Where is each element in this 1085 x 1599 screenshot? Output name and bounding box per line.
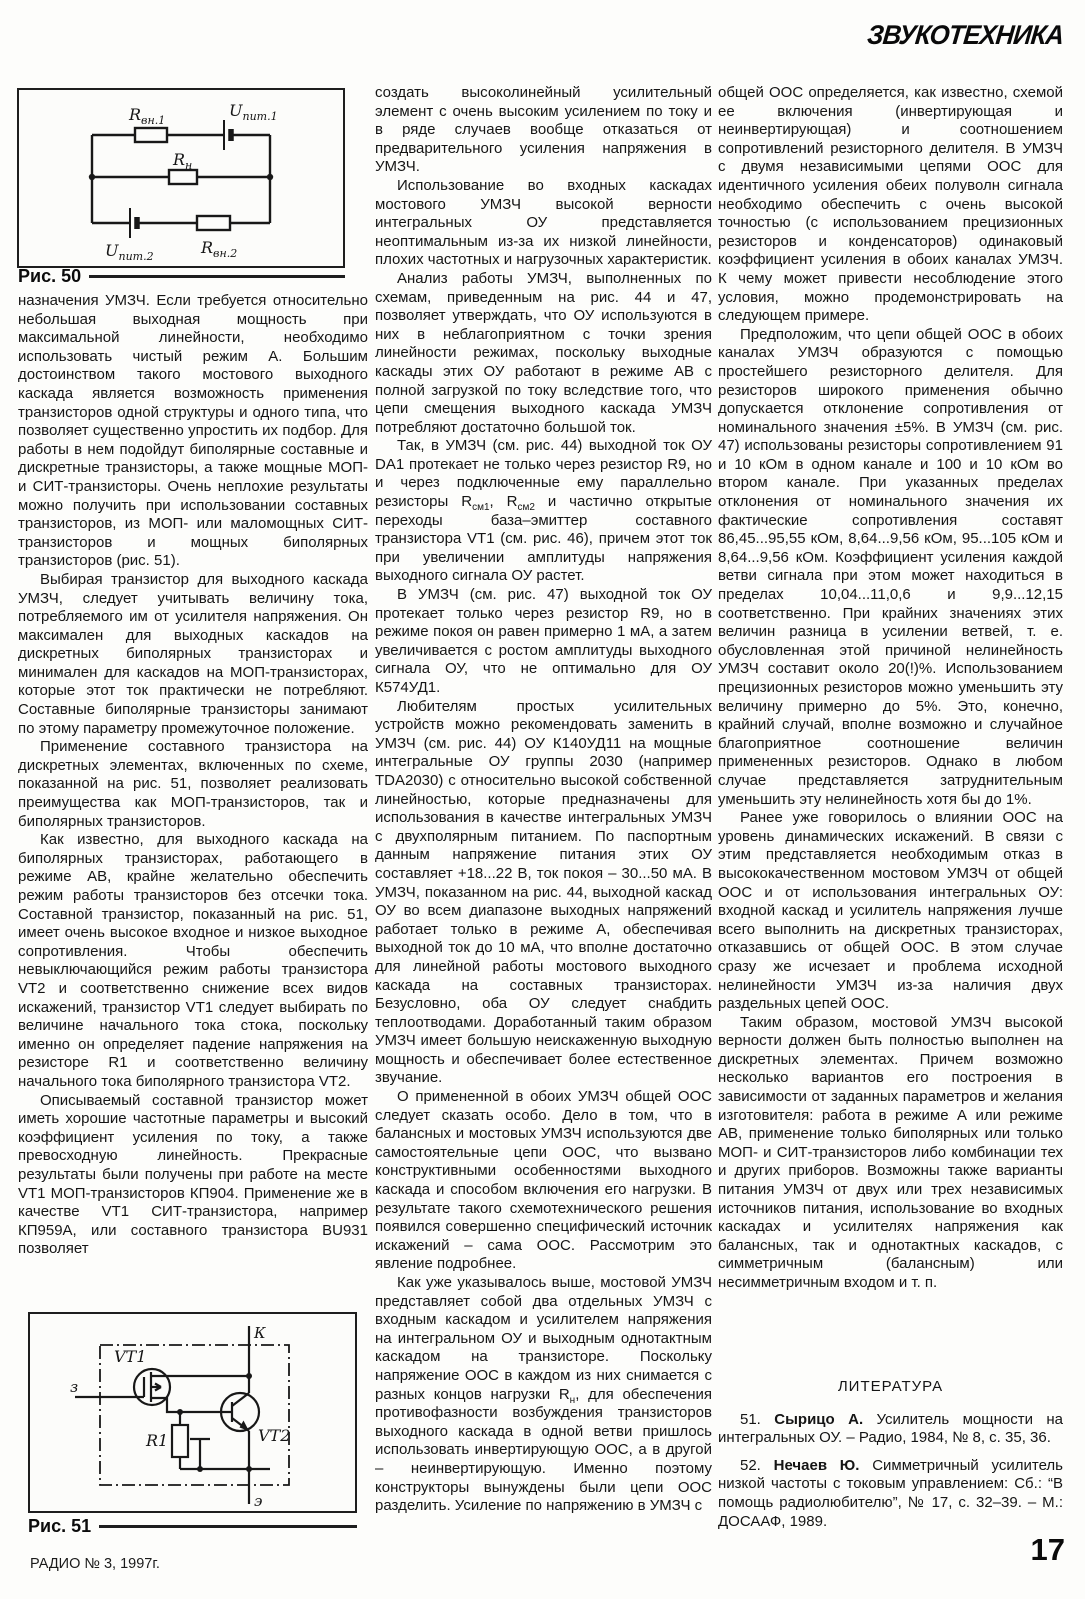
substrate-stub xyxy=(190,1439,210,1469)
paragraph: Так, в УМЗЧ (см. рис. 44) выходной ток ОУ DA1 протекает не только через резистор R9, но и через подключенные ему параллельно резисторы $R_{см1}$, $R_{см2}$ и частично открытые переходы база–эмиттер составного транзистора VT1 (см. рис. 46), причем этот ток при увеличении амплитуды напряжения выходного сигнала ОУ растет. xyxy=(375,437,713,585)
label-vt2: VT2 xyxy=(258,1426,291,1445)
literature-entry: 52. Нечаев Ю. Симметричный усилитель низкой частоты с токовым управлением: Сб.: “В помощь радиолюбителю”, № 17, с. 32–39. – М.: ДОСААФ, 1989. xyxy=(718,1456,1063,1530)
dash-dot-boundary xyxy=(100,1345,289,1485)
paragraph: Описываемый составной транзистор может иметь хорошие частотные параметры и высокий коэффициент усиления по току, а также превосходную линейность. Прекрасные результаты были получены при работе на месте VT1 МОП-транзисторов КП904. Применение же в качестве VT1 СИТ-транзистора, например КП959А, или составного транзистора BU931 позволяет xyxy=(18,1091,368,1258)
paragraph: Как уже указывалось выше, мостовой УМЗЧ представляет собой два отдельных УМЗЧ с входным каскадом и усилителем напряжения на интегральном ОУ и выходным однотактным каскадом на транзисторе. Поскольку напряжение ООС в каждом из них снимается с разных концов нагрузки $R_н$, для обеспечения противофазности возбуждения транзисторов выходного каскада в одной ветви пришлось использовать инвертирующую ООС, а в другой – неинвертирующую. Именно поэтому конструкторы вынуждены были цепи ООС разделить. Усиление по напряжению в УМЗЧ с xyxy=(375,1274,712,1515)
label-gate-terminal: з xyxy=(70,1378,79,1396)
paragraph: назначения УМЗЧ. Если требуется относительно небольшая выходная мощность при максимальной линейности, необходимо использовать чистый режим А. Большим достоинством такого мостового выходного каскада является возможность применения транзисторов одной структуры и одного типа, что позволяет существенно упростить их подбор. Для работы в нем подойдут биполярные составные и дискретные транзисторы, а также мощные МОП- и СИТ-транзисторы. Очень неплохие результаты можно получить при использовании составных транзисторов, из МОП- или маломощных СИТ-транзисторов и мощных биполярных транзисторов (рис. 51). xyxy=(18,292,368,570)
label-rn: $R_н$ xyxy=(173,150,193,172)
paragraph: создать высоколинейный усилительный элемент с очень высоким усилением по току и в ряде случаев вообще отказаться от предварительного усиления напряжения в УМЗЧ. xyxy=(375,84,712,176)
label-collector-terminal: К xyxy=(254,1324,266,1342)
label-rvn2: $R_{вн.2}$ xyxy=(201,238,238,260)
resistor-r1 xyxy=(172,1425,188,1457)
paragraph: О примененной в обоих УМЗЧ общей ООС следует сказать особо. Дело в том, что в балансных и мостовых УМЗЧ используются две самостоятельные цепи ООС, что вызвано конструктивными особенностями выходного каскада и способом включения его нагрузки. В результате такого схемотехнического решения появился совершенно специфический источник искажений – сама ООС. Рассмотрим это явление подробнее. xyxy=(375,1088,712,1273)
junction-dot xyxy=(267,174,273,180)
paragraph: Использование во входных каскадах мостового УМЗЧ высокой верности интегральных ОУ представляется неоптимальным из-за их низкой линейности, плохих частотных и нагрузочных характеристик. xyxy=(375,176,712,269)
paragraph: Выбирая транзистор для выходного каскада УМЗЧ, следует учитывать величину тока, потребляемого им от усилителя напряжения. Он максимален для выходных каскадов на дискретных биполярных транзисторах и минимален для каскадов на МОП-транзисторах, которые этот ток практически не потребляют. Составные биполярные транзисторы занимают по этому параметру промежуточное положение. xyxy=(18,570,368,737)
paragraph: Анализ работы УМЗЧ, выполненных по схемам, приведенным на рис. 44 и 47, позволяет утверждать, что ОУ используются в них в неблагоприятном с точки зрения линейности режимах, поскольку выходные каскады этих ОУ работают в режиме АВ с полной загрузкой по току вследствие того, что цепи смещения выходного каскада УМЗЧ потребляют достаточно большой ток. xyxy=(375,269,712,436)
left-column xyxy=(18,292,368,1259)
resistor-rvn2 xyxy=(197,216,230,230)
junction-dot xyxy=(246,1466,252,1472)
circuit-diagram-51 xyxy=(30,1314,354,1510)
label-vt1: VT1 xyxy=(114,1347,147,1366)
page-number: 17 xyxy=(1030,1532,1065,1567)
paragraph: Ранее уже говорилось о влиянии ООС на уровень динамических искажений. В связи с этим представляется необходимым отказ в высококачественном мостовом УМЗЧ от общей ООС и от использования интегральных ОУ: входной каскад и усилитель напряжения лучше всего выполнить на дискретных транзисторах, отказавшись от общей ООС. В этом случае сразу же исчезает и проблема исходной нелинейности УМЗЧ из-за наличия двух раздельных цепей ООС. xyxy=(718,809,1063,1013)
middle-column xyxy=(375,84,712,1516)
figure-51-caption: Рис. 51 xyxy=(28,1516,357,1537)
circuit-diagram-50 xyxy=(19,90,342,265)
paragraph: Предположим, что цепи общей ООС в обоих каналах УМЗЧ образуются с помощью простейшего резисторного делителя. Для резисторов широкого применения обычно допускается отклонение сопротивления от номинального значения ±5%. В УМЗЧ (см. рис. 47) использованы резисторы сопротивлением 91 и 10 кОм в одном канале и 100 и 10 кОм во втором канале. При указанных пределах отклонения от номинального значения их фактические сопротивления составят 86,45...95,55 кОм, 8,64...9,56 кОм, 95...105 кОм и 8,64...9,56 кОм. Коэффициент усиления каждой ветви сигнала при этом может находиться в пределах 10,04...11,0,6 и 9,9...12,15 соответственно. При крайних значениях этих величин разница в усилении ветвей, т. е. обусловленная этой причиной нелинейность УМЗЧ составит около 20(!)%. Использованием прецизионных резисторов можно уменьшить эту величину примерно до 5%. Это, конечно, крайний случай, вполне возможно и случайное благоприятное соотношение величин примененных резисторов. Однако в любом случае представляется затруднительным уменьшить эту нелинейность хотя бы до 1%. xyxy=(718,325,1063,808)
bjt-collector xyxy=(232,1393,249,1406)
label-rvn1: $R_{вн.1}$ xyxy=(129,105,166,127)
paragraph: Применение составного транзистора на дискретных элементах, включенных по схеме, показанной на рис. 51, позволяет реализовать преимущества как МОП-транзисторов, так и биполярных транзисторов. xyxy=(18,738,368,830)
paragraph: В УМЗЧ (см. рис. 47) выходной ток ОУ протекает только через резистор R9, но в режиме покоя он равен примерно 1 мА, а затем увеличивается с ростом амплитуды выходного сигнала ОУ, что не оптимально для ОУ К574УД1. xyxy=(375,586,712,696)
caption-rule xyxy=(99,1525,357,1528)
literature-heading: ЛИТЕРАТУРА xyxy=(837,1378,944,1395)
figure-50-caption: Рис. 50 xyxy=(18,266,345,287)
literature-section xyxy=(718,1378,1063,1540)
literature-entry: 51. Сырицо А. Усилитель мощности на интегральных ОУ. – Радио, 1984, № 8, с. 35, 36. xyxy=(718,1410,1063,1447)
resistor-rn xyxy=(169,170,197,184)
resistor-rvn1 xyxy=(135,128,167,142)
figure-50 xyxy=(17,88,345,268)
figure-51 xyxy=(28,1312,357,1513)
label-r1: R1 xyxy=(146,1431,169,1450)
section-header: ЗВУКОТЕХНИКА xyxy=(865,20,1065,50)
right-column xyxy=(718,84,1063,1293)
label-upit2: $U_{пит.2}$ xyxy=(105,241,154,263)
paragraph: общей ООС определяется, как известно, схемой ее включения (инвертирующая и неинвертирующая) и соотношением сопротивлений резисторного делителя. В УМЗЧ с двумя независимыми цепями ООС для идентичного усиления обеих полуволн сигнала необходимо обеспечить с очень высокой точностью (с использованием прецизионных резисторов и конденсаторов) одинаковый коэффициент усиления в обоих каналах УМЗЧ. К чему может привести несоблюдение этого условия, можно продемонстрировать на следующем примере. xyxy=(718,84,1063,325)
caption-rule xyxy=(89,275,345,278)
label-upit1: $U_{пит.1}$ xyxy=(229,101,278,123)
wire xyxy=(92,135,270,223)
paragraph: Таким образом, мостовой УМЗЧ высокой верности должен быть полностью выполнен на дискретных элементах. Причем возможно несколько вариантов его построения в зависимости от заданных параметров и желания изготовителя: работа в режиме А или режиме АВ, применение только биполярных или только МОП- и СИТ-транзисторов либо комбинации тех и других приборов. Возможны также варианты питания УМЗЧ от двух или трех независимых источников питания, использование во входных каскадах и усилителях напряжения как балансных, так и однотактных каскадов, с симметричным (балансным) или несимметричным входом и т. п. xyxy=(718,1013,1063,1291)
paragraph: Любителям простых усилительных устройств можно рекомендовать заменить в УМЗЧ (см. рис. 44) ОУ К140УД11 на мощные интегральные ОУ группы 2030 (например TDA2030) с относительно высокой собственной линейностью, которые предназначены для использования в качестве интегральных УМЗЧ с двухполярным питанием. По паспортным данным напряжение питания этих ОУ составляет +18...22 В, ток покоя – 30...50 мА. В УМЗЧ, показанном на рис. 44, выходной каскад ОУ во всем диапазоне выходных напряжений работает только в режиме А, обеспечивая выходной ток до 10 мА, что вполне достаточно для линейной работы мостового выходного каскада на составных транзисторах. Безусловно, оба ОУ следует снабдить теплоотводами. Доработанный таким образом УМЗЧ имеет большую неискаженную выходную мощность и обеспечивает более естественное звучание. xyxy=(375,697,712,1087)
junction-dot xyxy=(89,174,95,180)
mosfet-arrow xyxy=(151,1384,161,1391)
paragraph: Как известно, для выходного каскада на биполярных транзисторах, работающего в режиме АВ, крайне желательно обеспечить режим работы транзисторов без отсечки тока. Составной транзистор, показанный на рис. 51, имеет очень высокое входное и низкое выходное сопротивления. Чтобы обеспечить невыключающийся режим работы транзистора VT2 и соответственно снижение всех видов искажений, транзистор VT1 следует выбирать по величине начального тока стока, поскольку именно он определяет падение напряжения на резисторе R1 и соответственно величину начального тока биполярного транзистора VT2. xyxy=(18,831,368,1090)
junction-dot xyxy=(177,1409,183,1415)
journal-footer: РАДИО № 3, 1997г. xyxy=(30,1556,160,1572)
junction-dot xyxy=(246,1373,252,1379)
junction-dot xyxy=(197,1466,203,1472)
label-emitter-terminal: э xyxy=(254,1492,263,1510)
